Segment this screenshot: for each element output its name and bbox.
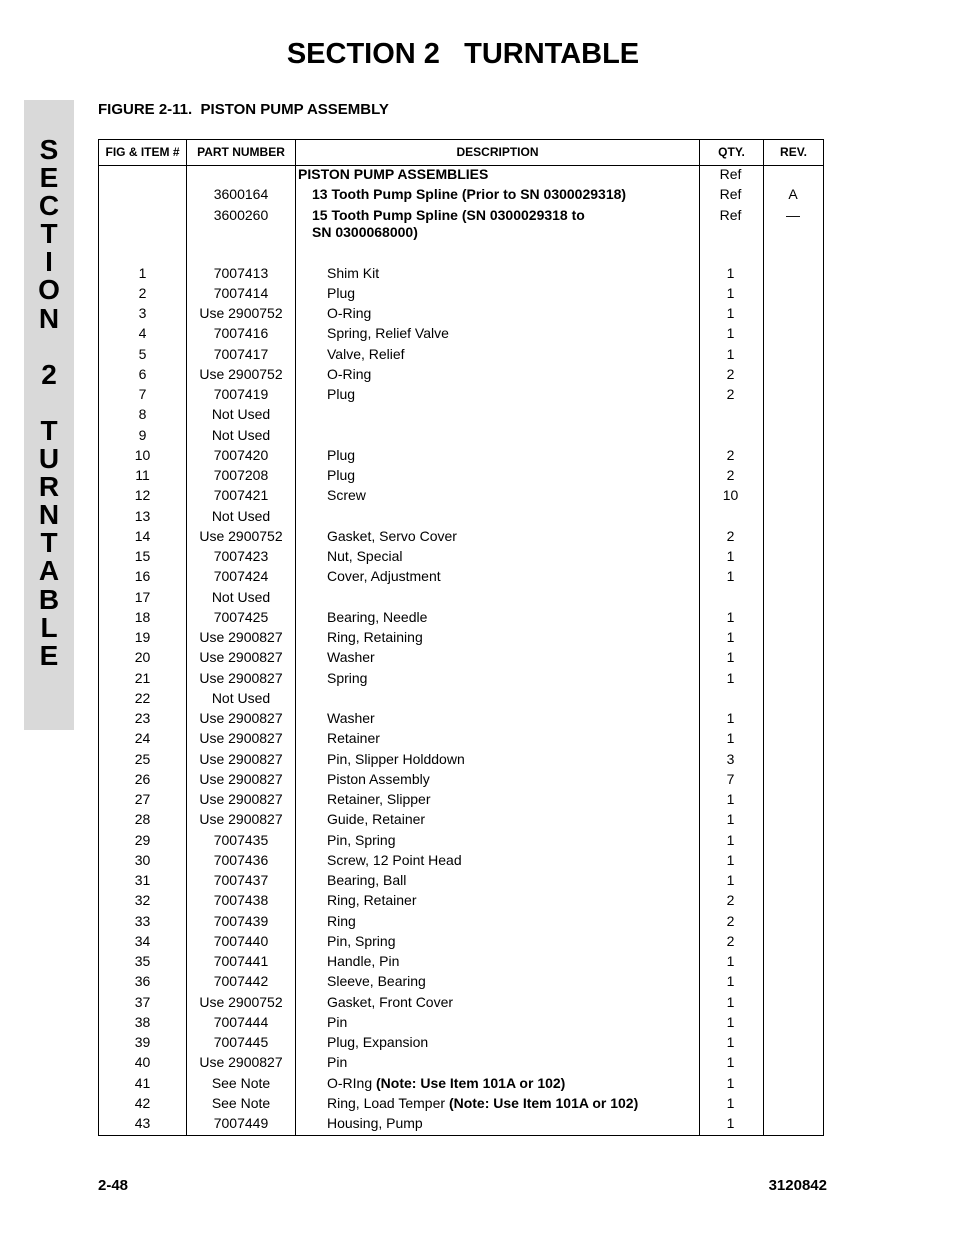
side-tab-letters (24, 136, 74, 670)
qty-cell: 1 (726, 629, 735, 645)
qty-cell: 1 (726, 953, 735, 969)
table-row (99, 710, 823, 730)
part-cell: Use 2900827 (199, 1054, 283, 1071)
part-cell: 7007445 (213, 1034, 269, 1050)
description-cell (327, 852, 697, 870)
part-cell: 7007414 (213, 284, 269, 301)
qty-cell: 1 (726, 264, 735, 281)
item-cell: 38 (134, 1013, 151, 1030)
item-cell: 24 (134, 730, 151, 747)
item-cell: 6 (138, 365, 147, 382)
item-cell: 37 (134, 993, 151, 1010)
item-cell: 18 (134, 608, 151, 625)
qty-cell: 7 (726, 770, 735, 787)
qty-cell: 1 (726, 1094, 735, 1111)
part-cell: Use 2900827 (199, 730, 283, 747)
side-tab-letter: T (40, 527, 58, 559)
description-text: Pin, Spring (327, 831, 396, 848)
description-text: Guide, Retainer (327, 811, 426, 828)
qty-cell: 2 (726, 467, 735, 483)
part-cell: 7007413 (213, 264, 269, 281)
qty-cell: 2 (726, 932, 735, 949)
table-row (99, 1075, 823, 1095)
table-row (99, 973, 823, 993)
item-cell: 15 (134, 548, 151, 564)
item-cell: 26 (134, 770, 151, 787)
item-cell: 34 (134, 932, 151, 949)
table-row (99, 548, 823, 568)
item-cell: 23 (134, 710, 151, 726)
table-row (99, 346, 823, 366)
description-text: Retainer (327, 730, 380, 747)
description-cell (327, 933, 697, 951)
part-cell: 7007416 (213, 325, 269, 342)
table-row (99, 852, 823, 872)
qty-cell: 2 (726, 892, 735, 909)
qty-cell: 1 (726, 1054, 735, 1071)
part-cell: See Note (211, 1094, 271, 1111)
description-cell (327, 751, 697, 769)
description-cell (327, 832, 697, 850)
description-text: Washer (327, 649, 375, 666)
table-row (99, 1095, 823, 1115)
table-row (99, 933, 823, 953)
description-text: Retainer, Slipper (327, 791, 431, 807)
item-cell: 22 (134, 689, 151, 706)
description-text: Plug, Expansion (327, 1034, 429, 1050)
table-row (99, 487, 823, 507)
part-cell: 7007442 (213, 973, 269, 990)
description-cell (327, 487, 697, 505)
part-cell: Use 2900827 (199, 629, 283, 645)
part-cell: 7007423 (213, 548, 269, 564)
part-cell: 7007424 (213, 568, 269, 585)
table-row (99, 467, 823, 487)
part-cell: Not Used (211, 426, 271, 443)
header-qty: QTY. (718, 145, 745, 159)
item-cell: 12 (134, 487, 151, 504)
qty-cell: 1 (726, 669, 735, 686)
description-text: Ring, Retaining (327, 629, 423, 645)
table-body (99, 166, 823, 1135)
rev-cell: A (788, 186, 798, 203)
table-row (99, 892, 823, 912)
qty-cell: Ref (719, 186, 742, 203)
document-number: 3120842 (768, 1177, 827, 1194)
description-cell (327, 265, 697, 283)
description-text: Bearing, Ball (327, 872, 407, 888)
qty-cell: Ref (719, 206, 742, 223)
qty-cell: 1 (726, 345, 735, 362)
description-cell (327, 1095, 697, 1113)
item-cell: 29 (134, 831, 151, 848)
part-cell: Use 2900827 (199, 669, 283, 686)
part-cell: Use 2900827 (199, 649, 283, 666)
item-cell: 14 (134, 527, 151, 544)
item-cell: 9 (138, 426, 147, 443)
description-cell (327, 629, 697, 647)
description-cell (327, 892, 697, 910)
item-cell: 28 (134, 811, 151, 828)
description-cell (327, 649, 697, 667)
table-row (99, 1014, 823, 1034)
side-tab-letter: T (40, 414, 58, 446)
description-text: Pin (327, 1054, 348, 1071)
description-cell (327, 1034, 697, 1052)
header-part-number: PART NUMBER (197, 145, 285, 159)
qty-cell: 2 (726, 365, 735, 382)
description-cell: 15 Tooth Pump Spline (SN 0300029318 to SN 0300068000) (312, 206, 585, 240)
part-cell: 7007449 (213, 1115, 269, 1131)
qty-cell: 1 (726, 872, 735, 888)
description-text: Ring, Load Temper (327, 1094, 449, 1111)
description-text: Screw, 12 Point Head (327, 851, 462, 868)
description-text: Spring (327, 669, 368, 686)
description-text: Plug (327, 386, 356, 402)
description-cell (327, 1115, 697, 1133)
description-cell (327, 609, 697, 627)
side-tab-letter: N (38, 499, 60, 531)
qty-cell: 1 (726, 851, 735, 868)
description-text: Handle, Pin (327, 953, 400, 969)
section-side-tab (24, 100, 74, 730)
qty-cell: 1 (726, 325, 735, 342)
description-cell (327, 1054, 697, 1072)
table-row (99, 751, 823, 771)
description-text: O-RIng (327, 1074, 377, 1091)
description-cell (327, 568, 697, 586)
side-tab-letter: E (39, 162, 59, 194)
table-row (99, 609, 823, 629)
description-text: O-Ring (327, 365, 372, 382)
item-cell: 10 (134, 446, 151, 463)
item-cell: 17 (134, 588, 151, 605)
part-cell: Use 2900827 (199, 770, 283, 787)
qty-cell: 1 (726, 831, 735, 848)
item-cell: 31 (134, 872, 151, 888)
item-cell: 2 (138, 284, 147, 301)
figure-title: FIGURE 2-11. PISTON PUMP ASSEMBLY (98, 101, 389, 118)
table-row (99, 791, 823, 811)
description-cell (327, 528, 697, 546)
table-row-assembly (99, 186, 823, 206)
item-cell: 33 (134, 912, 151, 929)
description-text: Bearing, Needle (327, 608, 428, 625)
side-tab-letter: O (38, 274, 60, 306)
table-row (99, 386, 823, 406)
description-note: (Note: Use Item 101A or 102) (376, 1074, 566, 1091)
part-cell: 3600164 (213, 186, 269, 203)
description-text: Plug (327, 284, 356, 301)
item-cell: 4 (138, 325, 147, 342)
part-cell: 7007419 (213, 386, 269, 402)
part-cell: 7007437 (213, 872, 269, 888)
table-row (99, 690, 823, 710)
qty-cell: 1 (726, 730, 735, 747)
page-number: 2-48 (98, 1177, 129, 1194)
side-tab-letter: U (38, 443, 60, 475)
table-row (99, 325, 823, 345)
description-cell (327, 325, 697, 343)
qty-cell: 1 (726, 1074, 735, 1091)
part-cell: Use 2900827 (199, 811, 283, 828)
description-cell (327, 670, 697, 688)
table-row (99, 811, 823, 831)
description-cell (327, 771, 697, 789)
description-text: Sleeve, Bearing (327, 973, 426, 990)
table-row (99, 406, 823, 426)
description-text: Housing, Pump (327, 1115, 423, 1131)
qty-cell: 10 (722, 487, 739, 504)
item-cell: 27 (134, 791, 151, 807)
table-row (99, 528, 823, 548)
description-text: Shim Kit (327, 264, 380, 281)
description-cell (327, 366, 697, 384)
side-tab-letter: E (39, 639, 59, 671)
qty-cell: 1 (726, 1115, 735, 1131)
qty-cell: 1 (726, 608, 735, 625)
side-tab-letter: I (45, 246, 53, 278)
item-cell: 25 (134, 750, 151, 767)
description-text: Pin, Slipper Holddown (327, 750, 465, 767)
qty-cell: 2 (726, 527, 735, 544)
part-cell: 7007425 (213, 608, 269, 625)
header-rev: REV. (780, 145, 807, 159)
part-cell: 7007441 (213, 953, 269, 969)
description-text: O-Ring (327, 305, 372, 321)
description-cell (327, 994, 697, 1012)
item-cell: 36 (134, 973, 151, 990)
qty-cell: 1 (726, 791, 735, 807)
item-cell: 19 (134, 629, 151, 645)
qty-cell: 1 (726, 568, 735, 585)
table-row (99, 730, 823, 750)
rev-cell: — (786, 206, 800, 223)
table-row (99, 305, 823, 325)
description-cell (327, 447, 697, 465)
table-row (99, 1034, 823, 1054)
description-text: Plug (327, 467, 356, 483)
table-row (99, 265, 823, 285)
qty-cell: 1 (726, 1034, 735, 1050)
side-tab-letter (24, 333, 74, 361)
description-text: Valve, Relief (327, 345, 405, 362)
description-cell: PISTON PUMP ASSEMBLIES (298, 166, 489, 182)
qty-cell: 1 (726, 1013, 735, 1030)
description-text: Washer (327, 710, 375, 726)
part-cell: See Note (211, 1074, 271, 1091)
description-text: Ring, Retainer (327, 892, 417, 909)
table-row (99, 629, 823, 649)
description-cell (327, 973, 697, 991)
qty-cell: 1 (726, 284, 735, 301)
description-cell (327, 467, 697, 485)
page-title: SECTION 2 TURNTABLE (286, 38, 640, 70)
qty-cell: 1 (726, 548, 735, 564)
item-cell: 41 (134, 1074, 151, 1091)
part-cell: Not Used (211, 689, 271, 706)
description-cell (327, 1014, 697, 1032)
part-cell: 7007435 (213, 831, 269, 848)
table-row (99, 568, 823, 588)
item-cell: 40 (134, 1054, 151, 1071)
part-cell: 7007420 (213, 446, 269, 463)
side-tab-letter: A (38, 555, 60, 587)
table-row (99, 649, 823, 669)
description-text: Pin, Spring (327, 932, 396, 949)
table-row (99, 508, 823, 528)
side-tab-letter: N (38, 302, 60, 334)
item-cell: 35 (134, 953, 151, 969)
description-cell (327, 730, 697, 748)
description-cell (327, 791, 697, 809)
table-row (99, 872, 823, 892)
side-tab-letter: 2 (41, 358, 57, 390)
qty-cell: 2 (726, 912, 735, 929)
item-cell: 7 (138, 386, 147, 402)
side-tab-letter: B (38, 583, 60, 615)
part-cell: 3600260 (213, 206, 269, 223)
side-tab-letter: C (38, 190, 60, 222)
side-tab-letter (24, 389, 74, 417)
table-row (99, 670, 823, 690)
part-cell: Use 2900827 (199, 750, 283, 767)
description-text: Ring (327, 912, 356, 929)
description-cell (327, 305, 697, 323)
item-cell: 13 (134, 507, 151, 524)
description-text: Gasket, Servo Cover (327, 527, 457, 544)
table-row (99, 447, 823, 467)
description-text: Spring, Relief Valve (327, 325, 449, 342)
description-cell (327, 386, 697, 404)
description-cell: 13 Tooth Pump Spline (Prior to SN 0300029318) (312, 186, 627, 203)
item-cell: 30 (134, 851, 151, 868)
item-cell: 39 (134, 1034, 151, 1050)
item-cell: 5 (138, 345, 147, 362)
parts-table (98, 139, 824, 1136)
side-tab-letter: S (39, 134, 59, 165)
item-cell: 20 (134, 649, 151, 666)
qty-cell: 1 (726, 649, 735, 666)
part-cell: 7007208 (213, 467, 269, 483)
qty-cell: 1 (726, 305, 735, 321)
side-tab-letter: L (40, 611, 58, 643)
table-row (99, 589, 823, 609)
qty-cell: 1 (726, 993, 735, 1010)
qty-cell: 1 (726, 710, 735, 726)
table-row (99, 913, 823, 933)
description-cell (327, 548, 697, 566)
part-cell: 7007421 (213, 487, 269, 504)
description-note: (Note: Use Item 101A or 102) (448, 1094, 639, 1111)
part-cell: Use 2900752 (199, 993, 283, 1010)
qty-cell: 1 (726, 811, 735, 828)
description-cell (327, 285, 697, 303)
item-cell: 43 (134, 1115, 151, 1131)
part-cell: 7007417 (213, 345, 269, 362)
header-description: DESCRIPTION (456, 145, 539, 159)
part-cell: Use 2900752 (199, 305, 283, 321)
table-row-assembly (99, 166, 823, 186)
side-tab-letter: T (40, 218, 58, 250)
qty-cell: 1 (726, 973, 735, 990)
side-tab-letter: R (38, 471, 60, 503)
qty-cell: 2 (726, 446, 735, 463)
part-cell: 7007444 (213, 1013, 269, 1030)
table-row (99, 1115, 823, 1135)
description-cell (327, 346, 697, 364)
description-cell (327, 953, 697, 971)
table-row (99, 1054, 823, 1074)
item-cell: 1 (138, 264, 147, 281)
description-cell (327, 872, 697, 890)
description-cell (327, 913, 697, 931)
table-row (99, 285, 823, 305)
qty-cell: Ref (719, 166, 742, 182)
description-cell (327, 811, 697, 829)
item-cell: 42 (134, 1094, 151, 1111)
table-row (99, 832, 823, 852)
part-cell: Not Used (211, 588, 271, 605)
part-cell: Use 2900752 (199, 527, 283, 544)
table-row (99, 994, 823, 1014)
part-cell: Use 2900827 (199, 710, 283, 726)
table-row (99, 427, 823, 447)
part-cell: 7007436 (213, 851, 269, 868)
description-text: Screw (327, 487, 366, 504)
description-text: Nut, Special (327, 548, 403, 564)
description-cell (327, 710, 697, 728)
item-cell: 32 (134, 892, 151, 909)
item-cell: 3 (138, 305, 147, 321)
part-cell: 7007438 (213, 892, 269, 909)
qty-cell: 2 (726, 386, 735, 402)
description-text: Gasket, Front Cover (327, 993, 454, 1010)
description-text: Plug (327, 446, 356, 463)
item-cell: 21 (134, 669, 151, 686)
description-text: Pin (327, 1013, 348, 1030)
part-cell: Not Used (211, 406, 271, 423)
part-cell: Not Used (211, 507, 271, 524)
table-row (99, 366, 823, 386)
part-cell: 7007439 (213, 912, 269, 929)
table-row-assembly (99, 207, 823, 265)
item-cell: 11 (135, 467, 150, 483)
item-cell: 16 (134, 568, 151, 585)
table-row (99, 771, 823, 791)
description-cell (327, 1075, 697, 1093)
description-text: Cover, Adjustment (327, 568, 441, 585)
item-cell: 8 (138, 406, 147, 423)
part-cell: Use 2900752 (199, 365, 283, 382)
description-text: Piston Assembly (327, 770, 430, 787)
part-cell: Use 2900827 (199, 791, 283, 807)
qty-cell: 3 (726, 750, 735, 767)
table-row (99, 953, 823, 973)
part-cell: 7007440 (213, 932, 269, 949)
header-item: FIG & ITEM # (105, 145, 180, 159)
